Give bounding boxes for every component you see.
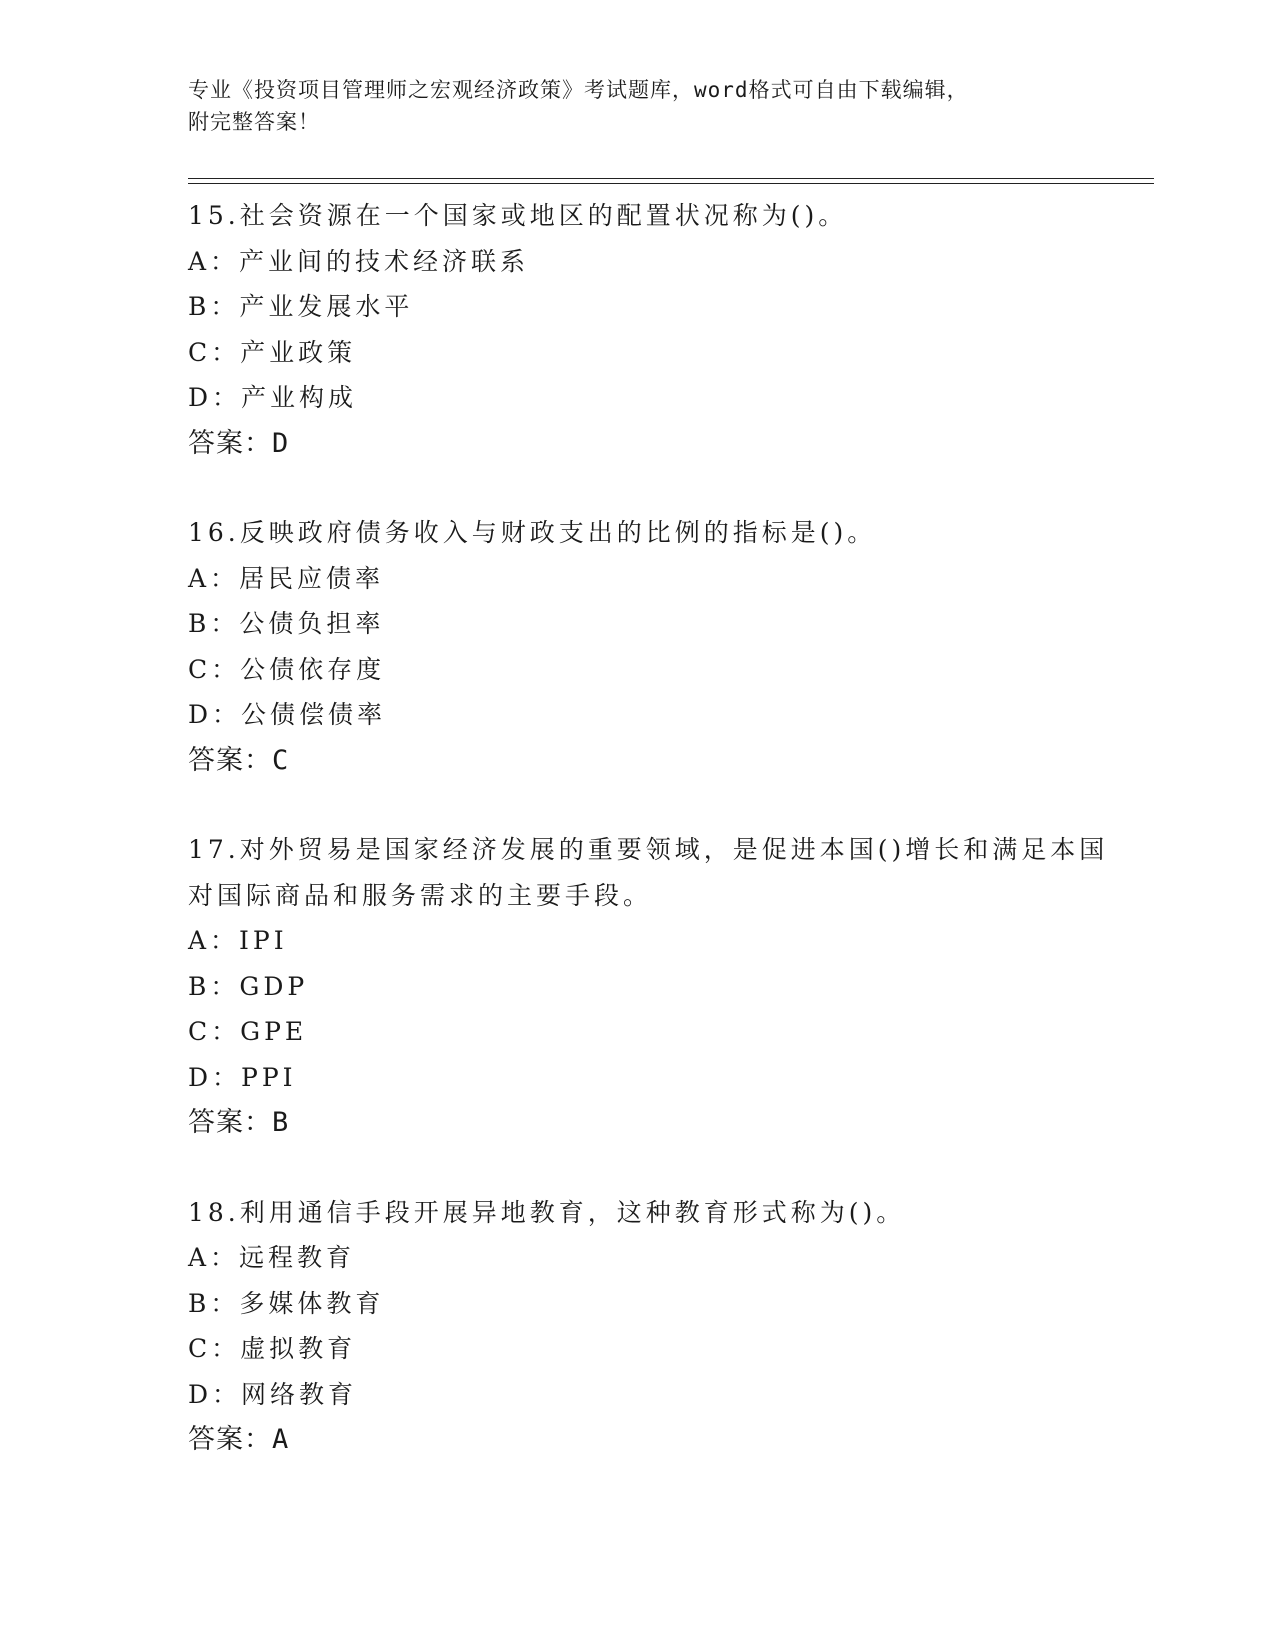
header-line-2: 附完整答案！ <box>188 110 320 134</box>
option-a: A：远程教育 <box>188 1243 356 1272</box>
header-divider-bottom <box>188 183 1154 184</box>
option-c: C：虚拟教育 <box>188 1334 357 1363</box>
answer-line <box>188 1417 1128 1463</box>
question-list <box>188 193 1128 1507</box>
answer-label: 答案： <box>188 427 272 459</box>
question-17 <box>188 827 1128 1146</box>
question-text: 16.反映政府债务收入与财政支出的比例的指标是()。 <box>188 518 877 547</box>
answer-value: B <box>272 1107 290 1138</box>
option-b: B：GDP <box>188 971 309 1001</box>
question-text: 18.利用通信手段开展异地教育，这种教育形式称为()。 <box>188 1197 906 1227</box>
answer-line <box>188 1100 1128 1146</box>
answer-value: D <box>272 427 290 459</box>
option-c: C：公债依存度 <box>188 654 386 684</box>
option-a: A：居民应债率 <box>188 563 385 593</box>
question-18 <box>188 1190 1128 1463</box>
option-a: A：IPI <box>188 926 288 955</box>
answer-label: 答案： <box>188 744 272 776</box>
option-a: A：产业间的技术经济联系 <box>188 246 530 276</box>
option-b: B：公债负担率 <box>188 609 385 638</box>
option-d: D：PPI <box>188 1062 297 1092</box>
question-text: 17.对外贸易是国家经济发展的重要领域，是促进本国()增长和满足本国对国际商品和服务需求的主要手段。 <box>188 835 1109 910</box>
answer-label: 答案： <box>188 1424 272 1455</box>
option-d: D：网络教育 <box>188 1379 358 1409</box>
option-c: C：产业政策 <box>188 337 357 367</box>
answer-line <box>188 421 1128 467</box>
option-b: B：多媒体教育 <box>188 1288 385 1318</box>
document-header <box>188 74 1088 138</box>
question-16 <box>188 510 1128 783</box>
answer-label: 答案： <box>188 1107 272 1138</box>
header-line-1: 专业《投资项目管理师之宏观经济政策》考试题库，word格式可自由下载编辑， <box>188 78 969 102</box>
option-d: D：公债偿债率 <box>188 700 387 729</box>
answer-value: C <box>272 744 290 776</box>
option-d: D：产业构成 <box>188 383 358 412</box>
answer-value: A <box>272 1424 290 1455</box>
answer-line <box>188 738 1128 784</box>
option-c: C：GPE <box>188 1017 308 1046</box>
header-divider-top <box>188 178 1154 179</box>
question-text: 15.社会资源在一个国家或地区的配置状况称为()。 <box>188 201 848 230</box>
option-b: B：产业发展水平 <box>188 292 414 321</box>
question-15 <box>188 193 1128 466</box>
